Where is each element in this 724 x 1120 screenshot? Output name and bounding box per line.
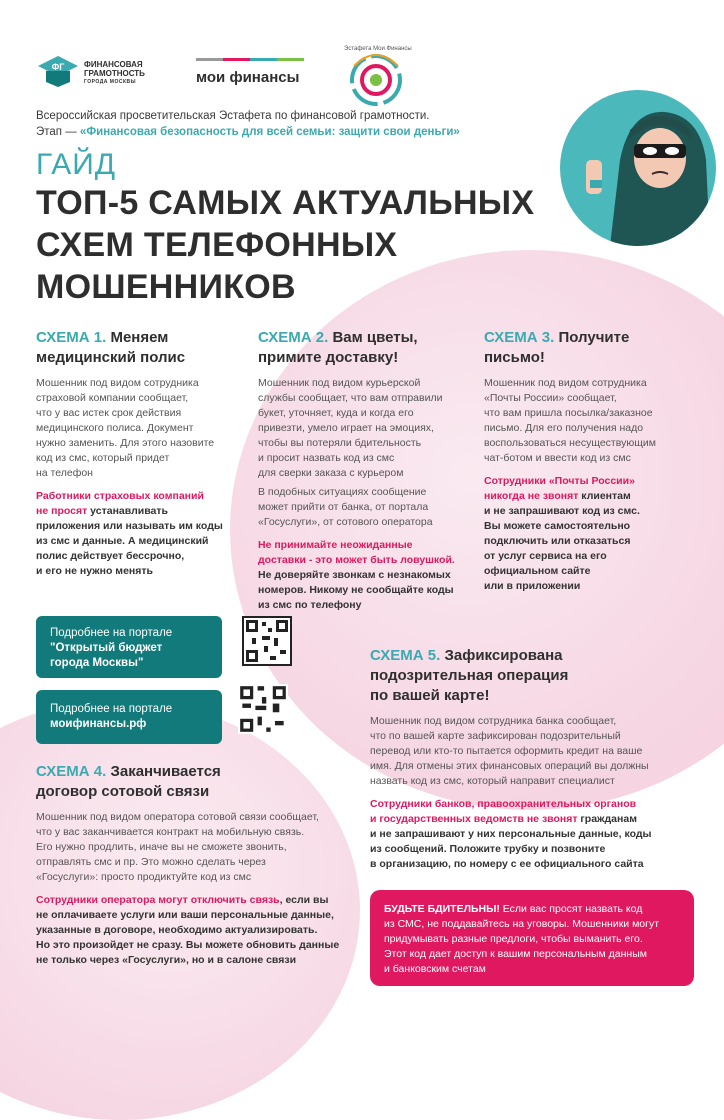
scheme5-warn-line: в организацию, по номеру с ее официального сайта (370, 858, 644, 870)
scheme5-title1: Зафиксирована (444, 647, 563, 664)
scheme3-num: СХЕМА 3. (484, 329, 555, 346)
portal1-line2: "Открытый бюджет (50, 642, 163, 654)
scheme4-warn-rest: , если вы (279, 894, 329, 906)
scheme4-warn-line: Но это произойдет не сразу. Вы можете обновить данные (36, 939, 340, 951)
scheme3-title2: письмо! (484, 349, 545, 366)
scheme3-body-line: воспользоваться несуществующим (484, 437, 656, 449)
scheme4-title2: договор сотовой связи (36, 783, 210, 800)
scheme5-num: СХЕМА 5. (370, 647, 441, 664)
portal2-line2: моифинансы.рф (50, 718, 147, 730)
intro-stage-title: «Финансовая безопасность для всей семьи: защити свои деньги» (79, 126, 460, 138)
portal1-line3: города Москвы" (50, 657, 144, 669)
alert-first: Если вас просят назвать код (499, 903, 643, 915)
scheme-2 (258, 328, 478, 613)
graduation-cap-icon (36, 54, 80, 88)
scheme1-warn-rest: устанавливать (87, 505, 168, 517)
scheme-3 (484, 328, 704, 594)
scheme3-body-line: письмо. Для его получения надо (484, 422, 644, 434)
scheme5-body-line: имя. Для отмены этих финансовых операций вы должны (370, 760, 649, 772)
intro-line2 (36, 124, 556, 140)
scheme4-body-line: отправлять смс и пр. Это можно сделать через (36, 856, 266, 868)
scheme1-title2: медицинский полис (36, 349, 186, 366)
scheme4-warn-line: указанные в договоре, необходимо актуализировать. (36, 924, 318, 936)
scheme2-warn-line: номеров. Никому не сообщайте коды (258, 584, 454, 596)
scheme2-warn-pink: Не принимайте неожиданные (258, 539, 413, 551)
scheme-4 (36, 762, 356, 968)
scheme5-body-line: Мошенник под видом сотрудника банка сообщает, (370, 715, 617, 727)
scheme4-warn-line: не оплачиваете услуги или ваши персональные данные, (36, 909, 334, 921)
guide-label: ГАЙД (36, 148, 117, 181)
scheme5-warn-pink: и государственных ведомств не звонят (370, 813, 578, 825)
scheme1-warn-line: из смс и данные. А медицинский (36, 535, 209, 547)
scheme3-warn-pink: Сотрудники «Почты России» (484, 475, 635, 487)
logo-financial-literacy (36, 52, 161, 92)
scheme3-warn-line: Вы можете самостоятельно (484, 520, 631, 532)
portal1-line1: Подробнее на портале (50, 627, 173, 639)
scheme2-title2: примите доставку! (258, 349, 399, 366)
scheme2-body2-line: может прийти от банка, от портала (258, 501, 429, 513)
logo-moi-finansy (196, 58, 308, 88)
intro-line1: Всероссийская просветительская Эстафета по финансовой грамотности. (36, 110, 430, 122)
scheme1-title1: Меняем (110, 329, 169, 346)
scheme5-warn-rest: гражданам (577, 813, 637, 825)
alert-line: и банковским счетам (384, 963, 486, 975)
scheme1-num: СХЕМА 1. (36, 329, 107, 346)
alert-line: Этот код дает доступ к вашим персональным данным (384, 948, 647, 960)
scheme1-body-line: что у вас истек срок действия (36, 407, 182, 419)
scheme3-body-line: чат-ботом и ввести код из смс (484, 452, 631, 464)
scheme3-warn-line: или в приложении (484, 580, 581, 592)
scheme1-body-line: медицинского полиса. Документ (36, 422, 194, 434)
scheme4-num: СХЕМА 4. (36, 763, 107, 780)
scheme-1 (36, 328, 256, 579)
scheme3-title1: Получите (558, 329, 630, 346)
scheme2-body2-line: В подобных ситуациях сообщение (258, 486, 427, 498)
scheme2-body2-line: «Госуслуги», от сотового оператора (258, 516, 433, 528)
scheme2-body-line: привезти, умело играет на эмоциях, (258, 422, 434, 434)
scheme1-warn-line: и его не нужно менять (36, 565, 153, 577)
logo2-text: мои финансы (196, 69, 300, 86)
scheme2-body-line: букет, уточняет, куда и когда его (258, 407, 414, 419)
scheme1-body-line: нужно заменить. Для этого назовите (36, 437, 215, 449)
scheme4-warn-line: не только через «Госуслуги», но и в салоне связи (36, 954, 297, 966)
portal-moifinansy-link[interactable] (36, 690, 222, 744)
scheme2-body-line: службы сообщает, что вам отправили (258, 392, 443, 404)
scheme1-warn-line: Работники страховых компаний (36, 490, 204, 502)
logo1-line3: ГОРОДА МОСКВЫ (84, 79, 137, 85)
logo3-arc: Эстафета Мои Финансы (344, 46, 412, 52)
scheme5-warn-line: из сообщений. Положите трубку и позвоните (370, 843, 606, 855)
scheme5-body-line: назвать код из смс, который направит специалист (370, 775, 615, 787)
page-title (36, 182, 636, 308)
scheme3-warn-line: официальном сайте (484, 565, 591, 577)
scheme1-warn-pink: не просят (36, 505, 88, 517)
logo1-line1: ФИНАНСОВАЯ (84, 60, 143, 69)
scheme3-warn-rest: клиентам (578, 490, 631, 502)
scheme3-body-line: Мошенник под видом сотрудника (484, 377, 647, 389)
scheme2-title1: Вам цветы, (332, 329, 418, 346)
portal2-line1: Подробнее на портале (50, 703, 173, 715)
intro-stage-prefix: Этап — (36, 126, 80, 138)
title-line3: МОШЕННИКОВ (36, 268, 296, 306)
title-line1: ТОП-5 САМЫХ АКТУАЛЬНЫХ (36, 184, 535, 222)
scheme1-warn-line: приложения или называть им коды (36, 520, 223, 532)
scheme1-body-line: Мошенник под видом сотрудника (36, 377, 199, 389)
portal-open-budget-link[interactable] (36, 616, 222, 678)
scheme5-warn-pink: Сотрудники банков, правоохранительных органов (370, 798, 637, 810)
scheme2-body-line: чтобы вы потеряли бдительность (258, 437, 422, 449)
scheme3-warn-line: и не запрашивают код из смс. (484, 505, 640, 517)
scheme4-warn-pink: Сотрудники оператора могут отключить связь (36, 894, 280, 906)
qr-code-open-budget[interactable] (242, 616, 292, 666)
scheme1-warn-line: полис действует бессрочно, (36, 550, 185, 562)
logo1-line2: ГРАМОТНОСТЬ (84, 69, 145, 78)
scheme3-warn-line: от услуг сервиса на его (484, 550, 607, 562)
scheme5-warn-line: и не запрашивают у них персональные данные, коды (370, 828, 652, 840)
scheme2-warn-line: Не доверяйте звонкам с незнакомых (258, 569, 451, 581)
scheme4-body-line: Его нужно продлить, иначе вы не сможете звонить, (36, 841, 287, 853)
qr-icon (244, 618, 290, 664)
scheme5-title3: по вашей карте! (370, 687, 490, 704)
scheme5-body-line: перевод или кто-то пытается оформить кредит на ваше (370, 745, 643, 757)
scheme2-body-line: Мошенник под видом курьерской (258, 377, 421, 389)
scheme3-warn-pink: никогда не звонят (484, 490, 579, 502)
vigilance-alert-box (370, 890, 694, 986)
svg-text:ФГ: ФГ (51, 62, 65, 72)
scheme1-body-line: на телефон (36, 467, 93, 479)
title-line2: СХЕМ ТЕЛЕФОННЫХ (36, 226, 398, 264)
scheme4-body-line: Мошенник под видом оператора сотовой связи сообщает, (36, 811, 319, 823)
scheme5-body-line: что по вашей карте зафиксирован подозрительный (370, 730, 621, 742)
qr-icon (238, 684, 288, 734)
alert-line: придумывать разные предлоги, чтобы выманить его. (384, 933, 643, 945)
scheme2-warn-line: из смс по телефону (258, 599, 362, 611)
scheme4-body-line: что у вас заканчивается контракт на мобильную связь. (36, 826, 305, 838)
logo-estafeta (340, 42, 412, 114)
scheme3-body-line: «Почты России» сообщает, (484, 392, 617, 404)
scheme4-body-line: «Госуслуги»: просто продиктуйте код из смс (36, 871, 252, 883)
scheme2-num: СХЕМА 2. (258, 329, 329, 346)
scheme2-body-line: для сверки заказа с курьером (258, 467, 404, 479)
scheme1-body-line: код из смс, который придет (36, 452, 170, 464)
scheme4-title1: Заканчивается (110, 763, 221, 780)
scheme5-title2: подозрительная операция (370, 667, 569, 684)
scheme2-warn-pink: доставки - это может быть ловушкой. (258, 554, 455, 566)
alert-line: из СМС, не поддавайтесь на уговоры. Мошенники могут (384, 918, 660, 930)
scheme3-warn-line: подключить или отказаться (484, 535, 631, 547)
scheme2-body-line: и просит назвать код из смс (258, 452, 395, 464)
qr-code-moifinansy[interactable] (238, 684, 288, 734)
scheme-5 (370, 646, 680, 872)
scheme3-body-line: что вам пришла посылка/заказное (484, 407, 653, 419)
alert-bold: БУДЬТЕ БДИТЕЛЬНЫ! (384, 903, 500, 915)
scheme1-body-line: страховой компании сообщает, (36, 392, 189, 404)
